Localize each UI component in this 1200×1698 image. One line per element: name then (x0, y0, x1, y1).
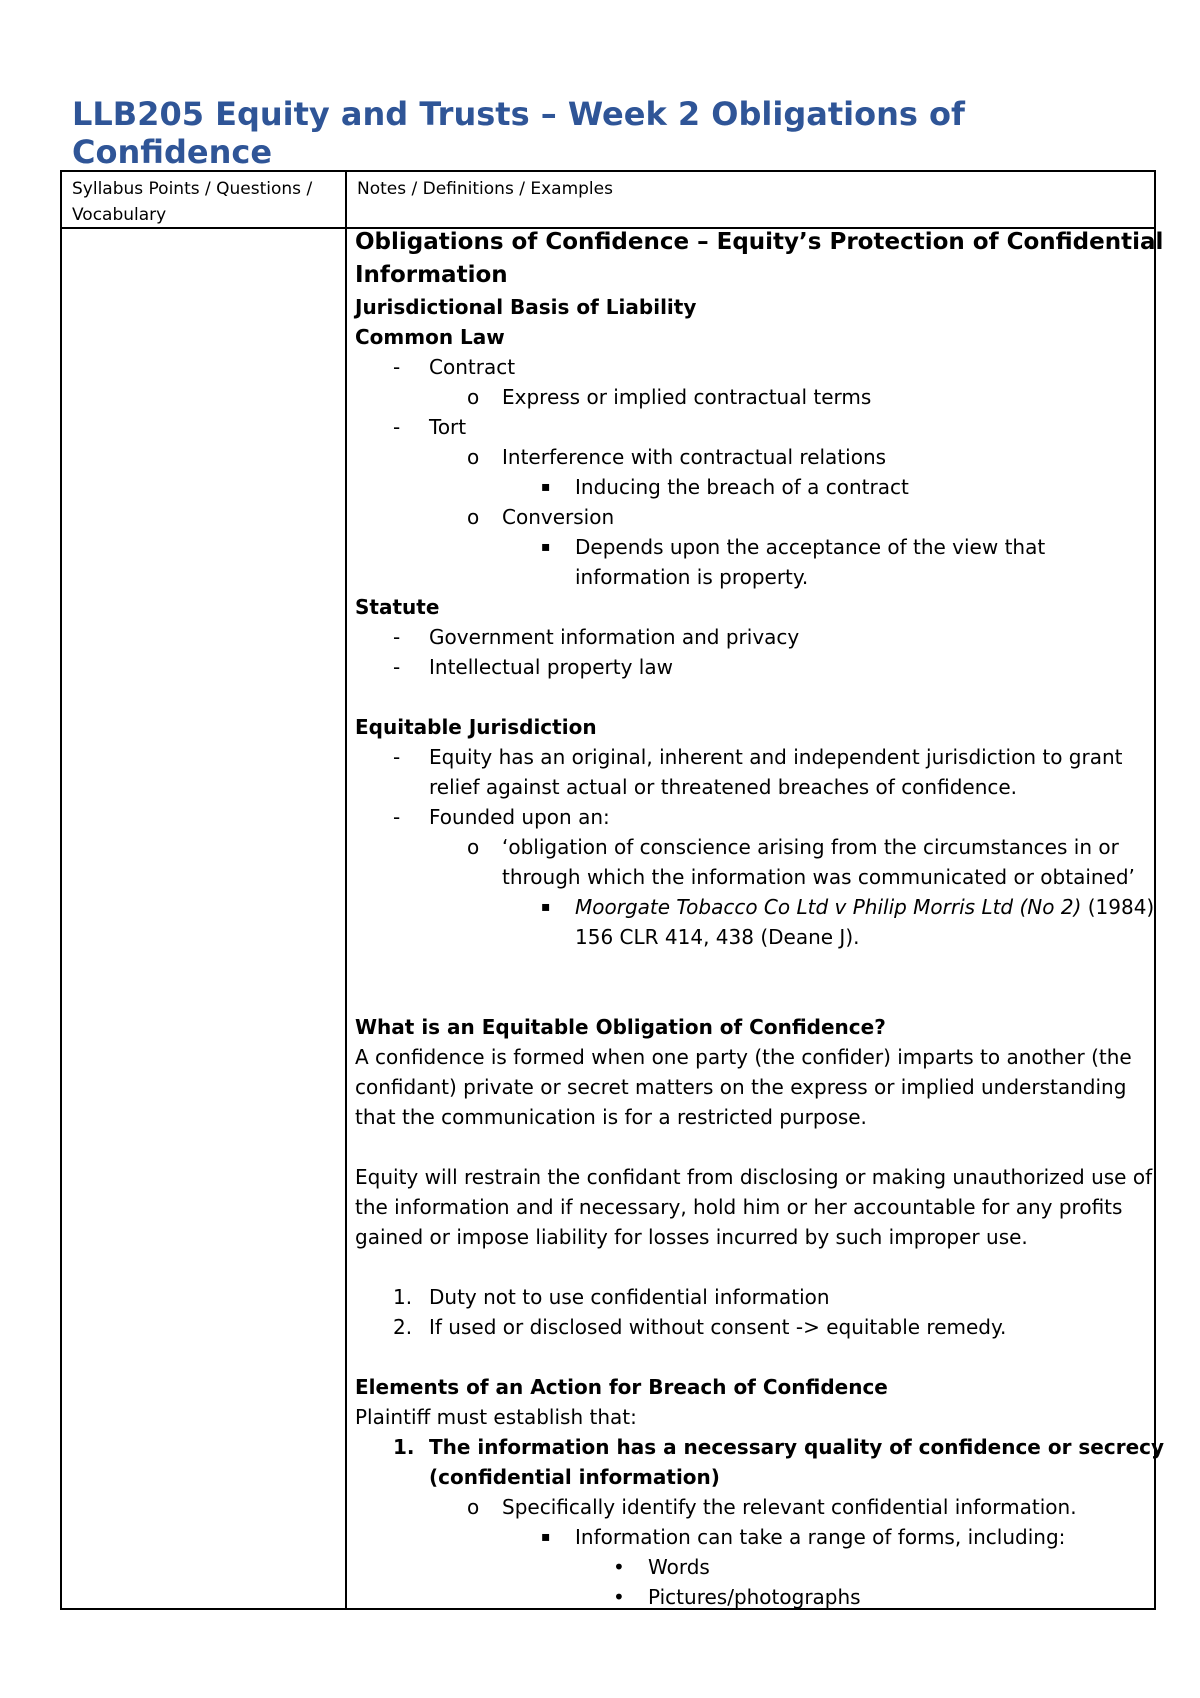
list-item: o Specifically identify the relevant confidential information. (355, 1492, 1145, 1522)
section-heading-continued: Information (355, 262, 508, 288)
subheading-what-is: What is an Equitable Obligation of Confidence? (355, 1015, 886, 1039)
paragraph-line: that the communication is for a restricted purpose. (355, 1105, 867, 1129)
header-syllabus-points: Syllabus Points / Questions / Vocabulary (72, 179, 313, 225)
spacer (355, 682, 1145, 712)
list-item: - Government information and privacy (355, 622, 1145, 652)
circle-bullet-icon: o (467, 1495, 480, 1519)
subheading-statute: Statute (355, 595, 440, 619)
dash-bullet-icon: - (393, 625, 401, 649)
case-year: (1984) (1081, 895, 1155, 919)
dot-bullet-icon: • (613, 1585, 625, 1609)
subheading-equitable-jurisdiction: Equitable Jurisdiction (355, 715, 597, 739)
paragraph-line: the information and if necessary, hold him or her accountable for any profits (355, 1195, 1123, 1219)
list-item-continued: through which the information was communicated or obtained’ (502, 865, 1135, 889)
subheading-elements: Elements of an Action for Breach of Confidence (355, 1375, 888, 1399)
list-item: o Interference with contractual relations (355, 442, 1145, 472)
paragraph-line: A confidence is formed when one party (the confider) imparts to another (the (355, 1045, 1132, 1069)
dash-bullet-icon: - (393, 805, 401, 829)
list-item: • Pictures/photographs (355, 1582, 1145, 1612)
list-item: - Contract (355, 352, 1145, 382)
case-citation-item (355, 892, 1155, 922)
circle-bullet-icon: o (467, 505, 480, 529)
subheading-common-law: Common Law (355, 325, 505, 349)
list-item: o Conversion (355, 502, 1145, 532)
list-item: ▪ Inducing the breach of a contract (355, 472, 1145, 502)
list-item: - Founded upon an: (355, 802, 1145, 832)
spacer (355, 1252, 1145, 1282)
dash-bullet-icon: - (393, 355, 401, 379)
dash-bullet-icon: - (393, 655, 401, 679)
list-item-continued: relief against actual or threatened breaches of confidence. (429, 775, 1018, 799)
list-item: o Express or implied contractual terms (355, 382, 1145, 412)
numbered-item: 1. Duty not to use confidential information (355, 1282, 1145, 1312)
square-bullet-icon: ▪ (541, 1529, 551, 1545)
column-divider (345, 172, 347, 1608)
spacer (355, 982, 1145, 1012)
square-bullet-icon: ▪ (541, 539, 551, 555)
list-item-continued: information is property. (575, 565, 809, 589)
spacer (355, 1342, 1145, 1372)
paragraph-line: Equity will restrain the confidant from disclosing or making unauthorized use of (355, 1165, 1153, 1189)
spacer (355, 1132, 1145, 1162)
document-title: LLB205 Equity and Trusts – Week 2 Obligations of Confidence (72, 95, 965, 171)
square-bullet-icon: ▪ (541, 479, 551, 495)
number-marker: 1. (393, 1435, 415, 1459)
square-bullet-icon: ▪ (541, 899, 551, 915)
section-heading: Obligations of Confidence – Equity’s Protection of Confidential (355, 229, 1164, 255)
subheading-jurisdictional-basis: Jurisdictional Basis of Liability (355, 295, 697, 319)
number-marker: 1. (393, 1285, 413, 1309)
list-item: - Tort (355, 412, 1145, 442)
circle-bullet-icon: o (467, 835, 480, 859)
list-item: ▪ Depends upon the acceptance of the view that (355, 532, 1145, 562)
paragraph-line: Plaintiff must establish that: (355, 1405, 637, 1429)
dash-bullet-icon: - (393, 745, 401, 769)
list-item: • Words (355, 1552, 1145, 1582)
notes-content (355, 226, 1165, 1612)
dash-bullet-icon: - (393, 415, 401, 439)
circle-bullet-icon: o (467, 385, 480, 409)
numbered-item: 2. If used or disclosed without consent -> equitable remedy. (355, 1312, 1145, 1342)
case-citation-continued: 156 CLR 414, 438 (Deane J). (575, 925, 860, 949)
number-marker: 2. (393, 1315, 413, 1339)
header-notes: Notes / Definitions / Examples (357, 179, 613, 199)
paragraph-line: confidant) private or secret matters on the express or implied understanding (355, 1075, 1127, 1099)
list-item: o ‘obligation of conscience arising from the circumstances in or (355, 832, 1145, 862)
paragraph-line: gained or impose liability for losses incurred by such improper use. (355, 1225, 1028, 1249)
case-name: Moorgate Tobacco Co Ltd v Philip Morris Ltd (No 2) (575, 895, 1082, 919)
dot-bullet-icon: • (613, 1555, 625, 1579)
spacer (355, 952, 1145, 982)
list-item: ▪ Information can take a range of forms, including: (355, 1522, 1145, 1552)
list-item: - Intellectual property law (355, 652, 1145, 682)
numbered-item: 1. The information has a necessary quality of confidence or secrecy (355, 1432, 1145, 1462)
numbered-item-continued: (confidential information) (429, 1465, 720, 1489)
list-item: - Equity has an original, inherent and independent jurisdiction to grant (355, 742, 1145, 772)
circle-bullet-icon: o (467, 445, 480, 469)
